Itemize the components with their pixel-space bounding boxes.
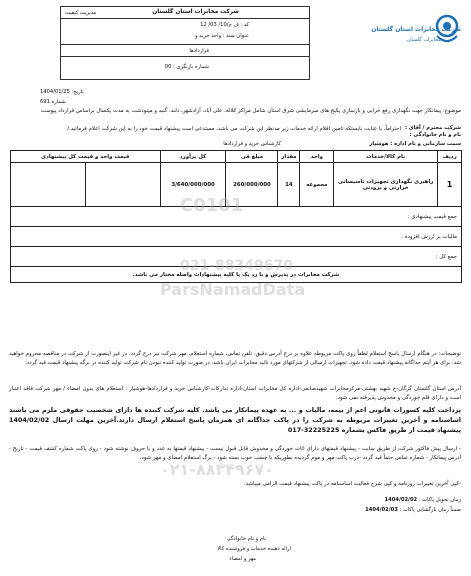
col-qty: مقدار xyxy=(278,151,300,163)
vat-row xyxy=(11,227,462,247)
cell-unit: مجموعه xyxy=(300,163,334,207)
revision-number: شماره بازنگری : 00 xyxy=(164,64,209,70)
sum-label: جمع قیمت پیشنهادی : xyxy=(11,207,462,227)
document-code: کد : ف م/10/ 03/ 12 xyxy=(200,22,249,28)
logo-text: شرکت مخابرات استان گلستان xyxy=(371,26,461,33)
total-label: جمع کل : xyxy=(11,247,462,267)
cell-qty: 14 xyxy=(278,163,300,207)
signature-stamp-label: مهر و امضاء xyxy=(229,556,256,562)
salutation-body: احتراماً، با عنایت بایستکه تامین اقلام ارائه خدمات زیر مدنظر این شرکت می باشد، مستدعی است پیشنهاد قیمت خود را به این شرکت اعلام فرمائید./ xyxy=(67,126,401,132)
col-index: ردیف xyxy=(438,151,462,163)
quality-management: مدیریت کیفیت xyxy=(65,10,97,16)
quote-table xyxy=(10,150,462,283)
subject-text: موضوع: پیمانکار جهت نگهداری رفع خرابی و بازسازی پکیج های سرمایشی شرق استان شامل مراکز کلاله، علی آباد، آزادشهر، دلند، گنبد و مینودشت به مدت یکسال براساس قرارداد پیوست xyxy=(40,108,461,114)
col-item: نام کالا/خدمات xyxy=(334,151,438,163)
signature-name-label: نام و نام خانوادگی xyxy=(226,536,266,542)
opening-label: ضمناً زمان بازگشایی پاکات : xyxy=(399,507,461,513)
date-label: تاریخ: xyxy=(71,89,84,95)
company-name: شرکت مخابرات استان گلستان xyxy=(152,9,239,15)
watermark-code: C0101 xyxy=(180,195,244,216)
disclaimer-text: شرکت مخابرات در پذیرش و یا رد یک یا کلیه پیشنهادات واصله مختار می باشد. xyxy=(11,267,462,283)
opening-line xyxy=(365,507,461,513)
document-title: عنوان سند : واحد خرید و xyxy=(195,33,249,39)
cell-item: راهبری نگهداری تجهیزات تاسیساتی حرارتی و برودتی xyxy=(334,163,438,207)
table-header-row xyxy=(11,151,462,163)
cell-total-estimate: 3/640/000/000 xyxy=(160,163,226,207)
opening-date: 1404/02/03 xyxy=(365,507,398,513)
notes-paragraph-3: پرداخت کلیه کسورات قانونی اعم از بیمه، مالیات و ... به عهده پیمانکار می باشد. کلیه شرکت کننده ها دارای شخصیت حقوقی ملزم می باشند اساسنامه و آخرین تغییرات مربوطه به شرکت را در پاکت جداگانه ای همزمان پاسخ استعلام ارسال دارند.آخرین مهلت ارسال 1404/02/02 پیشنهاد قیمت از طریق فاکس بشماره 32225225-017 xyxy=(9,406,461,434)
salutation-to: شرکت محترم / آقای : xyxy=(404,125,461,131)
number-line xyxy=(40,99,66,105)
notes-paragraph-2: آدرس استان گلستان گرگان-خ شهید بهشتی-مرکزمخابرات شهیدصانعی-اداره کل مخابرات استان-اداره تدارکات-کارشناس خرید و قراردادها-هوشیار : استعلام های بدون امضاء / مهر شرکت فاقد اعتبار است و دارای قلم خوردگی و مخدوش پذیرفته نمی شود. xyxy=(9,386,461,401)
logo-subtext: مخابرات گلستان xyxy=(406,37,441,43)
col-total-estimate: کل برآورد xyxy=(160,151,226,163)
delivery-label: زمان تحویل پاکات : xyxy=(418,497,461,503)
contracts-label: قراردادها xyxy=(189,48,209,54)
col-unit-price: مبلغ فی xyxy=(226,151,278,163)
watermark-brand: ParsNamadData xyxy=(160,280,306,299)
col-offer-unit: قیمت واحد xyxy=(100,153,130,160)
watermark-phone: 021-88349670 xyxy=(180,258,293,274)
cell-offer-unit[interactable] xyxy=(85,163,160,207)
delivery-line xyxy=(385,497,462,503)
date-value: 1404/01/25 xyxy=(40,89,70,95)
number-label: شماره xyxy=(51,99,66,105)
cell-index: 1 xyxy=(438,163,462,207)
disclaimer-row xyxy=(11,267,462,283)
delivery-date: 1404/02/02 xyxy=(384,497,418,503)
watermark-phone-fa: ۰۲۱-۸۸۳۴۹۶۷۰ xyxy=(160,460,275,479)
col-unit: واحد xyxy=(300,151,334,163)
notes-paragraph-5: -کپی آخرین تغییرات روزنامه و کپی شرح فعالیت اساسنامه در پاکت پیشنهاد قیمت الزامی میباشد. xyxy=(243,481,461,487)
total-row xyxy=(11,247,462,267)
notes-paragraph-1: توضیحات: در هنگام ارسال پاسخ استعلام لطفاً روی پاکت مربوطه علاوه بر درج آدرس دقیق، تلفن تماس، شماره استعلام، مهر شرکت نیز درج گردد. در غیر اینصورت از شرکت در مناقصه محروم خواهید شد. برای هر آیتم جداگانه پیشنهاد قیمت داده شود. تجهیزات ارسالی از شرکتهای مورد تائید مخابرات ایران باشد. در صورت تولید کننده نبودن نام شرکت تولید کننده در برگه پیشنهاد قیمت قید گردد. xyxy=(9,351,461,366)
notes-paragraph-4: - ارسال پیش فاکتور شرکت از طریق سایت - پیشنهاد قیمتهای دارای اثاث خوردگی و مخدوش قابل قبول نیست - پیشنهاد قیمتها به عدد و با حروف نوشته شود - روی پاکت شماره کشف قیمت - تاریخ - آدرس پیمانکار - شماره تماس حتماً قید گردد -درب پاکت مهر و موم گردیده بطوریکه با چسب خوب بسته شود - برگ استعلام امضای و مهر شود. xyxy=(9,446,461,461)
col-offer-total: قیمت کل پیشنهادی xyxy=(41,153,94,160)
requester-dept: کارشناس خرید و قراردادها xyxy=(223,141,281,147)
requester-name-label: نام و نام خانوادگی : xyxy=(409,132,461,138)
date-line xyxy=(40,89,84,95)
document-header xyxy=(60,6,310,80)
sum-row xyxy=(11,207,462,227)
requester-unit-label: سمت سازمانی و نام اداره : هوشیار xyxy=(369,141,461,147)
signature-title: ارائه دهنده خدمات و فروشنده کالا xyxy=(217,546,291,552)
cell-offer-total[interactable] xyxy=(11,163,86,207)
table-row xyxy=(11,163,462,207)
number-value: 691 xyxy=(40,99,50,105)
cell-unit-price: 260/000/000 xyxy=(226,163,278,207)
vat-label: مالیات بر ارزش افزوده : xyxy=(11,227,462,247)
company-logo xyxy=(371,6,463,58)
col-offer: قیمت واحد و قیمت کل پیشنهادی xyxy=(11,151,161,163)
